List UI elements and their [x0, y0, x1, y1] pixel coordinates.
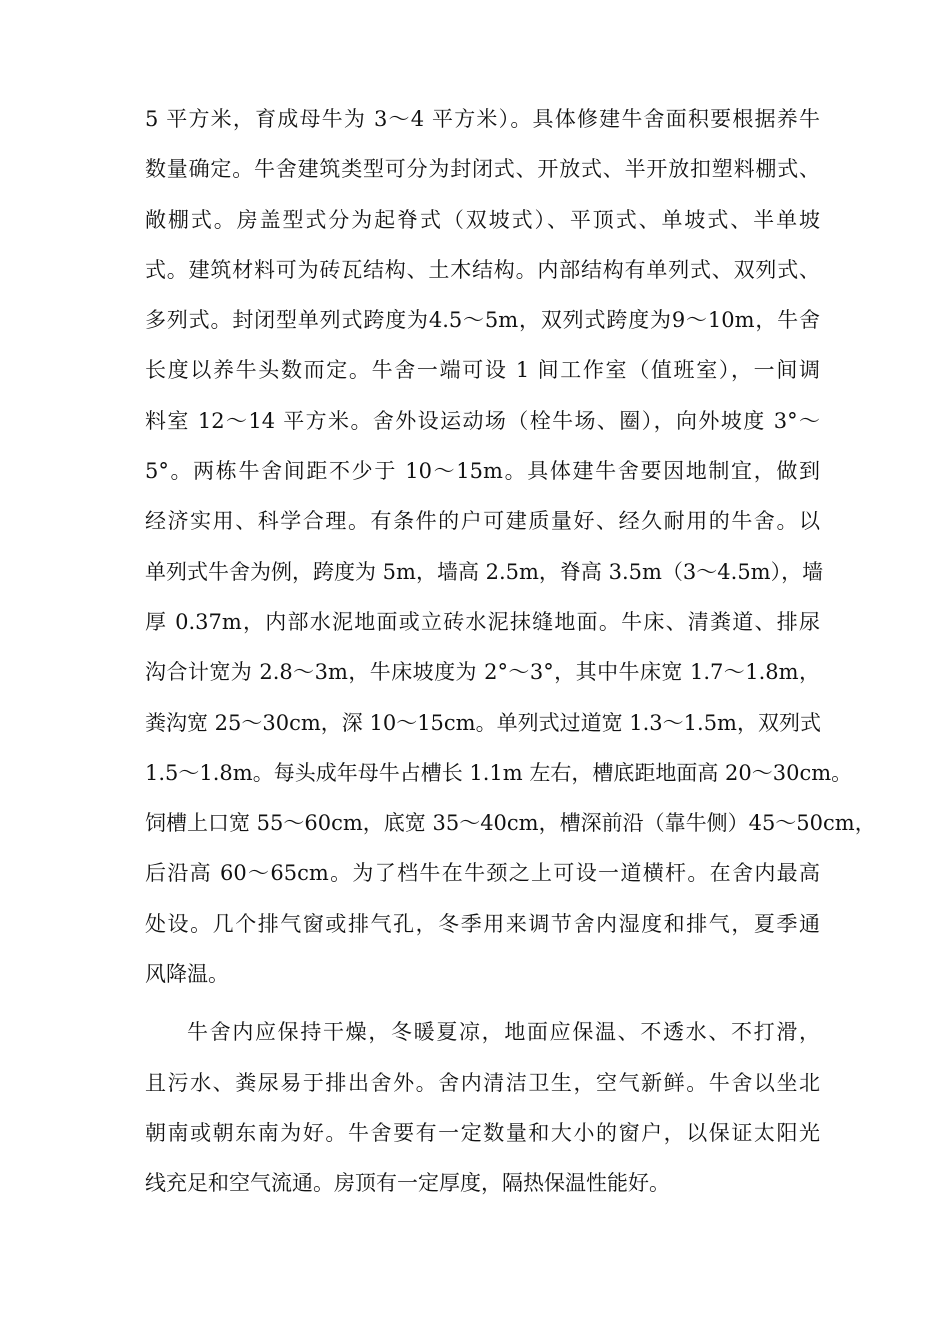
text-line: 多列式。封闭型单列式跨度为4.5～5m，双列式跨度为9～10m，牛舍 — [145, 308, 820, 333]
text-line: 粪沟宽 25～30cm，深 10～15cm。单列式过道宽 1.3～1.5m，双列式 — [145, 710, 821, 735]
paragraph-spacer — [145, 999, 820, 1007]
text-line: 单列式牛舍为例，跨度为 5m，墙高 2.5m，脊高 3.5m（3～4.5m），墙 — [145, 559, 824, 584]
text-line: 长度以养牛头数而定。牛舍一端可设 1 间工作室（值班室），一间调 — [145, 358, 820, 383]
text-line: 风降温。 — [145, 962, 229, 987]
paragraph-2 — [145, 1007, 820, 1208]
text-line: 5 平方米，育成母牛为 3～4 平方米）。具体修建牛舍面积要根据养牛 — [145, 107, 820, 131]
text-line: 且污水、粪尿易于排出舍外。舍内清洁卫生，空气新鲜。牛舍以坐北 — [145, 1070, 820, 1095]
text-line: 牛舍内应保持干燥，冬暖夏凉，地面应保温、不透水、不打滑， — [187, 1020, 820, 1045]
text-line: 式。建筑材料可为砖瓦结构、土木结构。内部结构有单列式、双列式、 — [145, 257, 820, 282]
text-line: 经济实用、科学合理。有条件的户可建质量好、经久耐用的牛舍。以 — [145, 509, 820, 534]
text-line: 线充足和空气流通。房顶有一定厚度，隔热保温性能好。 — [145, 1171, 670, 1196]
text-line: 料室 12～14 平方米。舍外设运动场（栓牛场、圈），向外坡度 3°～ — [145, 408, 820, 433]
text-line: 数量确定。牛舍建筑类型可分为封闭式、开放式、半开放扣塑料棚式、 — [145, 157, 820, 182]
text-line: 敞棚式。房盖型式分为起脊式（双坡式）、平顶式、单坡式、半单坡 — [145, 207, 820, 232]
text-line: 饲槽上口宽 55～60cm，底宽 35～40cm，槽深前沿（靠牛侧）45～50cm， — [145, 811, 876, 836]
text-line: 处设。几个排气窗或排气孔，冬季用来调节舍内湿度和排气，夏季通 — [145, 911, 820, 936]
text-line: 5°。两栋牛舍间距不少于 10～15m。具体建牛舍要因地制宜，做到 — [145, 459, 820, 484]
paragraph-1 — [145, 94, 876, 999]
text-line: 1.5～1.8m。每头成年母牛占槽长 1.1m 左右，槽底距地面高 20～30cm。 — [145, 760, 853, 785]
text-line: 沟合计宽为 2.8～3m，牛床坡度为 2°～3°，其中牛床宽 1.7～1.8m， — [145, 660, 820, 685]
text-line: 厚 0.37m，内部水泥地面或立砖水泥抹缝地面。牛床、清粪道、排尿 — [145, 609, 820, 634]
document-body — [145, 94, 876, 1209]
text-line: 后沿高 60～65cm。为了档牛在牛颈之上可设一道横杆。在舍内最高 — [145, 861, 820, 886]
text-line: 朝南或朝东南为好。牛舍要有一定数量和大小的窗户，以保证太阳光 — [145, 1120, 820, 1145]
